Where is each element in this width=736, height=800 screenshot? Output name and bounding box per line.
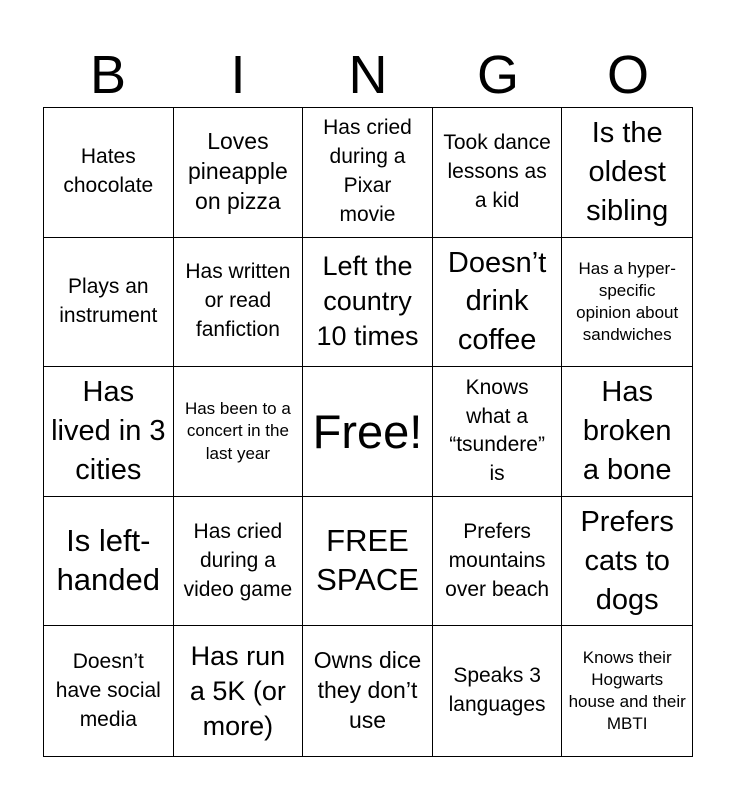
cell-text: Free! xyxy=(312,404,423,458)
bingo-cell-r2c1[interactable] xyxy=(44,238,174,368)
cell-text: Hates chocolate xyxy=(63,145,154,198)
bingo-cell-r4c1[interactable] xyxy=(44,497,174,627)
cell-text: Doesn’t have social media xyxy=(55,649,161,731)
cell-text: Has cried during a Pixar movie xyxy=(323,116,412,227)
bingo-cell-r5c4[interactable] xyxy=(433,626,563,756)
cell-text: Prefers cats to dogs xyxy=(580,505,674,616)
bingo-cell-r1c3[interactable] xyxy=(303,108,433,238)
bingo-cell-r5c5[interactable] xyxy=(562,626,692,756)
cell-text: Left the country 10 times xyxy=(316,251,419,352)
bingo-cell-r4c3[interactable] xyxy=(303,497,433,627)
cell-text: Plays an instrument xyxy=(59,274,158,327)
bingo-cell-r1c4[interactable] xyxy=(433,108,563,238)
cell-text: Knows their Hogwarts house and their MBTI xyxy=(568,648,686,734)
bingo-cell-r4c2[interactable] xyxy=(174,497,304,627)
cell-text: Has cried during a video game xyxy=(183,519,293,601)
cell-text: Has a hyper-specific opinion about sandwiches xyxy=(576,258,679,344)
cell-text: Is left-handed xyxy=(56,523,161,598)
bingo-cell-r5c2[interactable] xyxy=(174,626,304,756)
bingo-cell-r1c1[interactable] xyxy=(44,108,174,238)
bingo-cell-r2c5[interactable] xyxy=(562,238,692,368)
cell-text: Loves pineapple on pizza xyxy=(188,128,288,215)
cell-text: FREE SPACE xyxy=(316,523,419,598)
bingo-cell-r1c2[interactable] xyxy=(174,108,304,238)
bingo-cell-r4c5[interactable] xyxy=(562,497,692,627)
cell-text: Knows what a “tsundere” is xyxy=(449,375,545,486)
bingo-cell-r3c2[interactable] xyxy=(174,367,304,497)
bingo-cell-r1c5[interactable] xyxy=(562,108,692,238)
header-letter-i: I xyxy=(230,45,246,105)
bingo-cell-r2c3[interactable] xyxy=(303,238,433,368)
bingo-cell-r5c1[interactable] xyxy=(44,626,174,756)
bingo-cell-r3c3-free[interactable] xyxy=(303,367,433,497)
bingo-board xyxy=(43,107,693,757)
bingo-cell-r4c4[interactable] xyxy=(433,497,563,627)
cell-text: Doesn’t drink coffee xyxy=(447,246,547,357)
cell-text: Has written or read fanfiction xyxy=(185,260,291,342)
bingo-cell-r2c2[interactable] xyxy=(174,238,304,368)
header-letter-n: N xyxy=(348,45,388,105)
cell-text: Is the oldest sibling xyxy=(586,117,669,227)
cell-text: Has broken a bone xyxy=(582,376,672,486)
bingo-cell-r5c3[interactable] xyxy=(303,626,433,756)
cell-text: Took dance lessons as a kid xyxy=(443,130,551,212)
header-letter-b: B xyxy=(89,45,127,105)
cell-text: Has run a 5K (or more) xyxy=(189,640,286,741)
cell-text: Speaks 3 languages xyxy=(448,664,546,717)
bingo-cell-r3c4[interactable] xyxy=(433,367,563,497)
bingo-header xyxy=(43,44,693,106)
cell-text: Owns dice they don’t use xyxy=(313,647,422,734)
bingo-cell-r2c4[interactable] xyxy=(433,238,563,368)
cell-text: Prefers mountains over beach xyxy=(445,519,550,601)
cell-text: Has been to a concert in the last year xyxy=(184,399,291,463)
cell-text: Has lived in 3 cities xyxy=(51,376,166,486)
bingo-cell-r3c1[interactable] xyxy=(44,367,174,497)
header-letter-o: O xyxy=(606,45,649,105)
header-letter-g: G xyxy=(476,45,519,105)
bingo-cell-r3c5[interactable] xyxy=(562,367,692,497)
